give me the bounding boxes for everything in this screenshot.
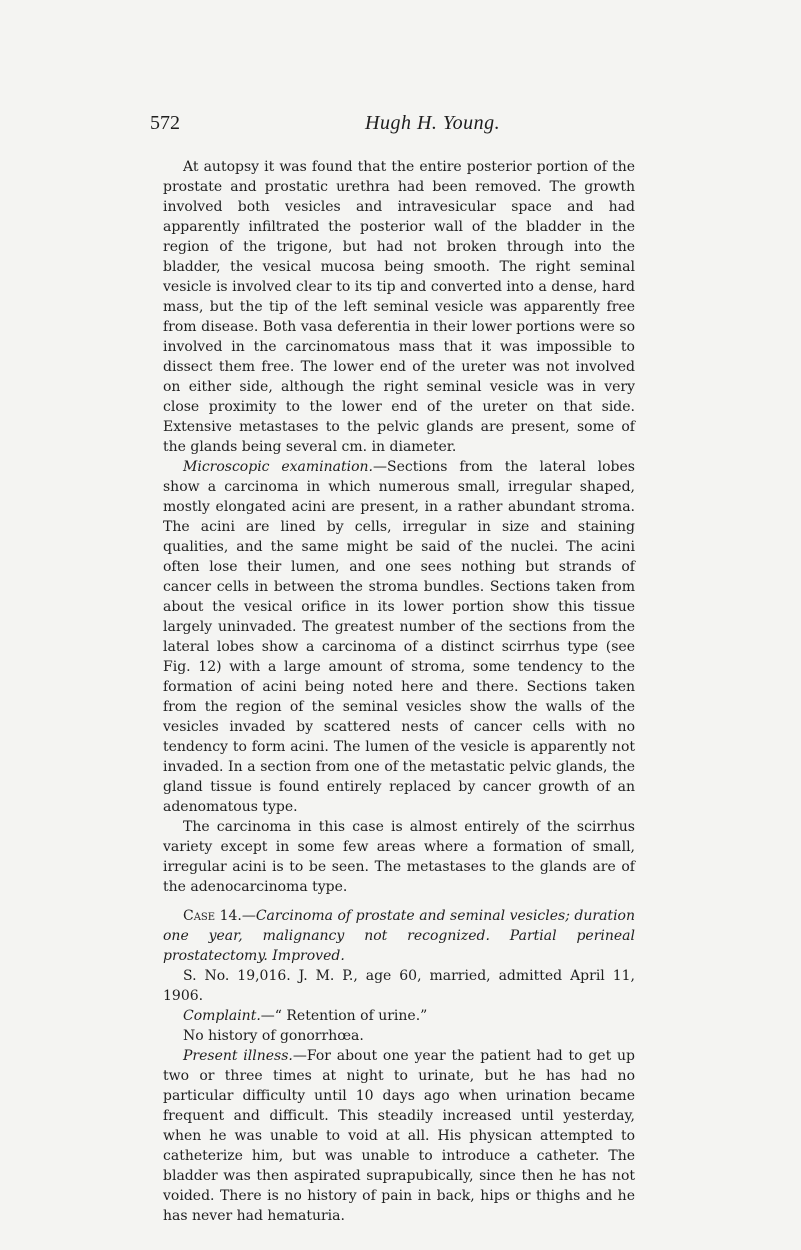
complaint-paragraph bbox=[163, 1006, 635, 1026]
present-illness-paragraph bbox=[163, 1046, 635, 1226]
running-head bbox=[150, 108, 650, 138]
admission-paragraph: S. No. 19,016. J. M. P., age 60, married, admitted April 11, 1906. bbox=[163, 968, 635, 1004]
case-title: —Carcinoma of prostate and seminal vesicles; duration one year, malignancy not recognized. Partial perineal prostatectomy. Improved. bbox=[163, 908, 635, 964]
running-title: Hugh H. Young. bbox=[365, 112, 501, 134]
microscopic-label: Microscopic examination. bbox=[183, 459, 374, 475]
complaint-label: Complaint. bbox=[183, 1008, 261, 1024]
summary-paragraph: The carcinoma in this case is almost entirely of the scirrhus variety except in some few areas where a formation of small, irregular acini is to be seen. The metastases to the glands are of the adenocarcinoma type. bbox=[163, 819, 635, 895]
body-text bbox=[163, 157, 635, 1226]
microscopic-text: —Sections from the lateral lobes show a carcinoma in which numerous small, irregular shaped, mostly elongated acini are present, in a rather abundant stroma. The acini are lined by cells, irregular in size and staining qualities, and the same might be said of the nuclei. The acini often lose their lumen, and one sees nothing but strands of cancer cells in between the stroma bundles. Sections taken from about the vesical orifice in its lower portion show this tissue largely uninvaded. The greatest number of the sections from the lateral lobes show a carcinoma of a distinct scirrhus type (see Fig. 12) with a large amount of stroma, some tendency to the formation of acini being noted here and there. Sections taken from the region of the seminal vesicles show the walls of the vesicles invaded by scattered nests of cancer cells with no tendency to form acini. The lumen of the vesicle is apparently not invaded. In a section from one of the metastatic pelvic glands, the gland tissue is found entirely replaced by cancer growth of an adenomatous type. bbox=[163, 459, 635, 815]
microscopic-paragraph bbox=[163, 457, 635, 817]
present-illness-text: —For about one year the patient had to get up two or three times at night to urinate, but he has had no particular difficulty until 10 days ago when urination became frequent and difficult. This steadily increased until yesterday, when he was unable to void at all. His physican attempted to catheterize him, but was unable to introduce a catheter. The bladder was then aspirated suprapubically, since then he has not voided. There is no history of pain in back, hips or thighs and he has never had hematuria. bbox=[163, 1048, 636, 1224]
present-illness-label: Present illness. bbox=[183, 1048, 293, 1064]
case-heading bbox=[163, 906, 635, 966]
history-paragraph: No history of gonorrhœa. bbox=[183, 1028, 364, 1044]
case-label: Case 14. bbox=[183, 908, 242, 924]
autopsy-paragraph: At autopsy it was found that the entire posterior portion of the prostate and prostatic urethra had been removed. The growth involved both vesicles and intravesicular space and had apparently infiltrated the posterior wall of the bladder in the region of the trigone, but had not broken through into the bladder, the vesical mucosa being smooth. The right seminal vesicle is involved clear to its tip and converted into a dense, hard mass, but the tip of the left seminal vesicle was apparently free from disease. Both vasa deferentia in their lower portions were so involved in the carcinomatous mass that it was impossible to dissect them free. The lower end of the ureter was not involved on either side, although the right seminal vesicle was in very close proximity to the lower end of the ureter on that side. Extensive metastases to the pelvic glands are present, some of the glands being several cm. in diameter. bbox=[163, 159, 635, 455]
complaint-text: —“ Retention of urine.” bbox=[260, 1008, 428, 1024]
page-number: 572 bbox=[150, 112, 180, 134]
